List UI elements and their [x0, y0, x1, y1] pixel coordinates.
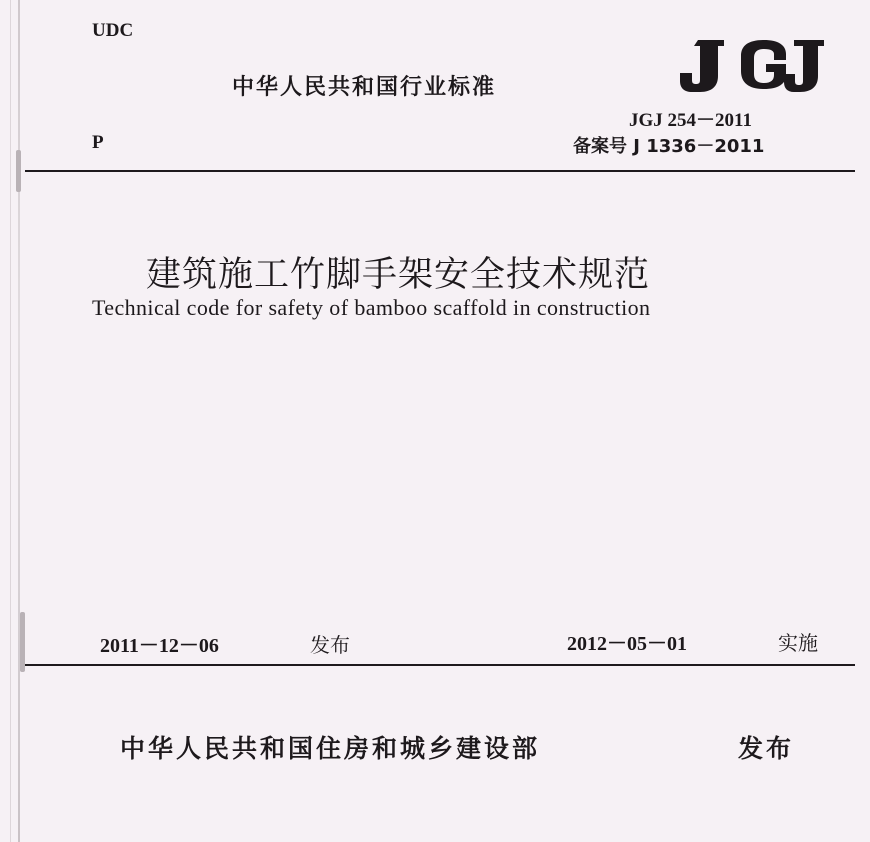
udc-label: UDC [92, 20, 134, 41]
footer-divider [25, 664, 855, 666]
page-edge-shadow [10, 0, 11, 842]
effective-date-label: 实施 [778, 631, 818, 655]
chinese-title: 建筑施工竹脚手架安全技术规范 [146, 255, 651, 295]
header-divider [25, 170, 855, 172]
binding-staple-bottom [20, 612, 25, 672]
filing-number: 备案号 J 1336－2011 [573, 136, 765, 157]
issue-date: 2011－12－06 [100, 635, 219, 657]
jgj-logo [676, 38, 828, 94]
category-label: P [92, 132, 104, 153]
standard-type: 中华人民共和国行业标准 [232, 75, 497, 100]
issue-date-label: 发布 [310, 633, 350, 657]
issuing-authority: 中华人民共和国住房和城乡建设部 [120, 734, 541, 763]
effective-date: 2012－05－01 [567, 633, 687, 655]
binding-staple-top [16, 150, 21, 192]
issuing-authority-label: 发布 [738, 734, 795, 763]
english-title: Technical code for safety of bamboo scaffold in construction [92, 295, 651, 320]
standard-number: JGJ 254－2011 [629, 110, 752, 131]
page-binding-edge [18, 0, 20, 842]
